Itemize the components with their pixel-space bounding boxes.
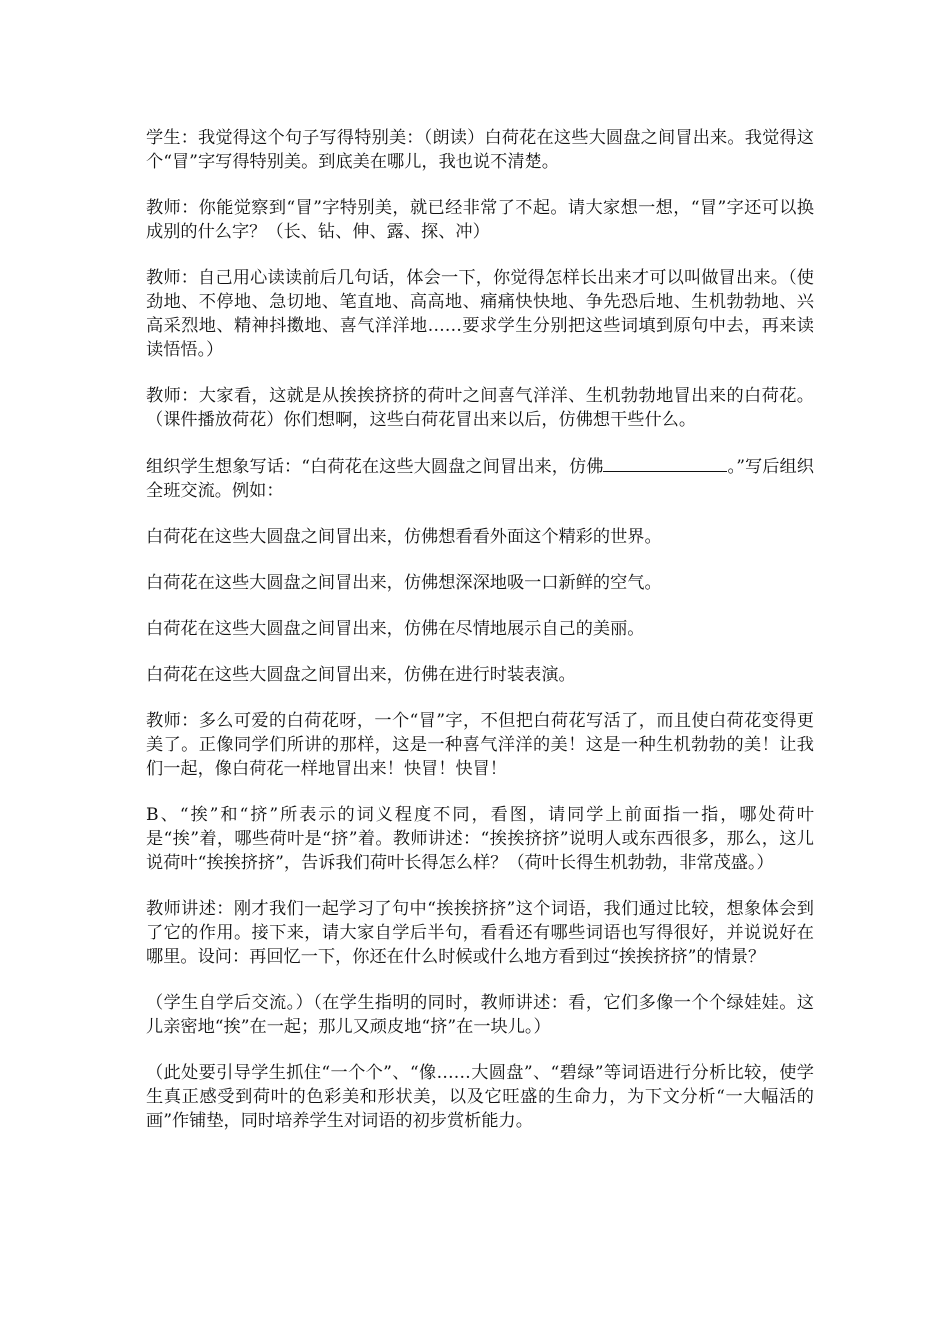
paragraph-teacher-word-swap: 教师：你能觉察到“冒”字特别美，就已经非常了不起。请大家想一想，“冒”字还可以换成别的什么字？（长、钻、伸、露、探、冲） <box>146 198 814 242</box>
paragraph-writing-prompt <box>146 454 814 503</box>
fill-in-blank-line <box>603 454 727 472</box>
paragraph-teacher-summary: 教师：多么可爱的白荷花呀，一个“冒”字，不但把白荷花写活了，而且使白荷花变得更美了。正像同学们所讲的那样，这是一种喜气洋洋的美！这是一种生机勃勃的美！让我们一起，像白荷花一样地冒出来！快冒！快冒！ <box>146 711 814 779</box>
paragraph-guidance-note: （此处要引导学生抓住“一个个”、“像……大圆盘”、“碧绿”等词语进行分析比较，使学生真正感受到荷叶的色彩美和形状美，以及它旺盛的生命力，为下文分析“一大幅活的画”作铺垫，同时培养学生对词语的初步赏析能力。 <box>146 1063 814 1131</box>
paragraph-teacher-explain: 教师讲述：刚才我们一起学习了句中“挨挨挤挤”这个词语，我们通过比较，想象体会到了它的作用。接下来，请大家自学后半句，看看还有哪些词语也写得很好，并说说好在哪里。设问：再回忆一下，你还在什么时候或什么地方看到过“挨挨挤挤”的情景？ <box>146 899 814 967</box>
paragraph-teacher-reread: 教师：自己用心读读前后几句话，体会一下，你觉得怎样长出来才可以叫做冒出来。（使劲地、不停地、急切地、笔直地、高高地、痛痛快快地、争先恐后地、生机勃勃地、兴高采烈地、精神抖擞地、喜气洋洋地……要求学生分别把这些词填到原句中去，再来读读悟悟。） <box>146 268 814 360</box>
prompt-text-after: 。”写后组织全班交流。例如： <box>146 457 814 501</box>
paragraph-teacher-look: 教师：大家看，这就是从挨挨挤挤的荷叶之间喜气洋洋、生机勃勃地冒出来的白荷花。（课件播放荷花）你们想啊，这些白荷花冒出来以后，仿佛想干些什么。 <box>146 386 814 430</box>
paragraph-student-selfstudy: （学生自学后交流。）（在学生指明的同时，教师讲述：看，它们多像一个个绿娃娃。这儿亲密地“挨”在一起；那儿又顽皮地“挤”在一块儿。） <box>146 993 814 1037</box>
document-body <box>146 126 814 1155</box>
paragraph-student-reading: 学生：我觉得这个句子写得特别美：（朗读）白荷花在这些大圆盘之间冒出来。我觉得这个“冒”字写得特别美。到底美在哪儿，我也说不清楚。 <box>146 128 814 172</box>
example-sentence: 白荷花在这些大圆盘之间冒出来，仿佛想深深地吸一口新鲜的空气。 <box>146 573 662 593</box>
example-sentence: 白荷花在这些大圆盘之间冒出来，仿佛在尽情地展示自己的美丽。 <box>146 619 645 639</box>
example-sentence: 白荷花在这些大圆盘之间冒出来，仿佛在进行时装表演。 <box>146 665 576 685</box>
paragraph-section-b: B、“挨”和“挤”所表示的词义程度不同，看图，请同学上前面指一指，哪处荷叶是“挨”着，哪些荷叶是“挤”着。教师讲述：“挨挨挤挤”说明人或东西很多，那么，这儿说荷叶“挨挨挤挤”，告诉我们荷叶长得怎么样？（荷叶长得生机勃勃，非常茂盛。） <box>146 805 814 873</box>
prompt-text-before: 组织学生想象写话：“白荷花在这些大圆盘之间冒出来，仿佛 <box>146 457 604 477</box>
example-sentence: 白荷花在这些大圆盘之间冒出来，仿佛想看看外面这个精彩的世界。 <box>146 527 662 547</box>
